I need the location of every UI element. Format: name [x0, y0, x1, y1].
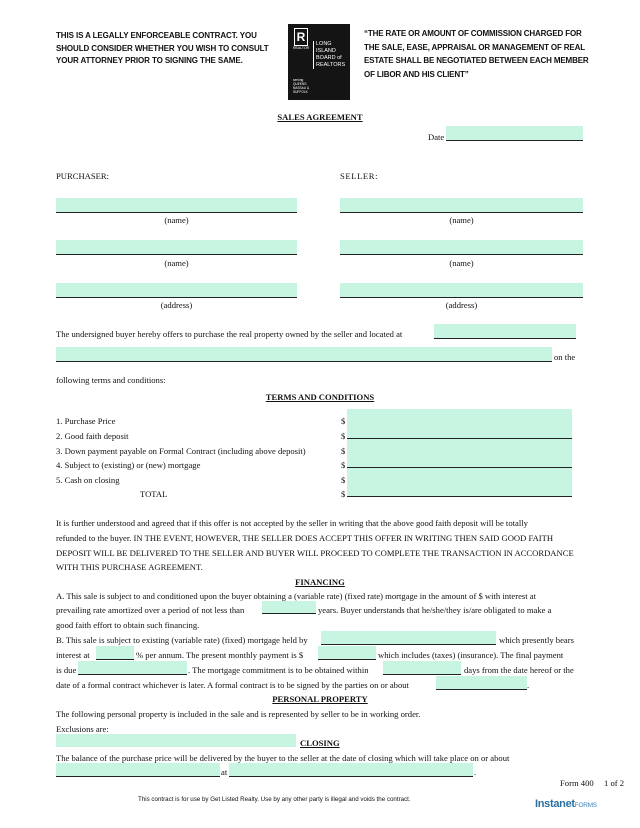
term-mortgage: 4. Subject to (existing) or (new) mortgage: [56, 460, 201, 470]
financing-b-line-1-post: which presently bears: [499, 635, 574, 645]
terms-intro-text: following terms and conditions:: [56, 375, 166, 385]
purchaser-label: PURCHASER:: [56, 171, 110, 181]
currency-sign: $: [341, 431, 346, 441]
financing-b-line-3-pre: is due: [56, 665, 77, 675]
usage-note: This contract is for use by Get Listed Realty. Use by any other party is illegal and voids the contract.: [138, 796, 411, 803]
page-title: SALES AGREEMENT: [277, 112, 363, 122]
exclusions-label: Exclusions are:: [56, 724, 109, 734]
financing-b-line-2-post: which includes (taxes) (insurance). The final payment: [378, 650, 564, 660]
down-payment-field[interactable]: [347, 439, 572, 454]
brand-main: Instanet: [535, 798, 575, 810]
agreement-line-4: WITH THIS PURCHASE AGREEMENT.: [56, 562, 203, 573]
term-total: TOTAL: [140, 489, 168, 499]
legal-notice: THIS IS A LEGALLY ENFORCEABLE CONTRACT. YOU SHOULD CONSIDER WHETHER YOU WISH TO CONSULT YOUR ATTORNEY PRIOR TO SIGNING THE SAME.: [56, 31, 269, 65]
seller-name-caption-2: (name): [449, 258, 474, 268]
agreement-paragraph: [56, 516, 574, 575]
currency-sign: $: [341, 460, 346, 470]
realtor-r-icon: R: [294, 28, 308, 46]
exclusions-field[interactable]: [56, 734, 296, 747]
closing-heading: CLOSING: [300, 738, 340, 748]
term-purchase-price: 1. Purchase Price: [56, 416, 116, 426]
interest-rate-field[interactable]: [96, 646, 134, 660]
good-faith-deposit-field[interactable]: [347, 424, 572, 439]
currency-sign: $: [341, 489, 346, 499]
brand-sub: FORMS: [574, 802, 597, 809]
term-good-faith-deposit: 2. Good faith deposit: [56, 431, 129, 441]
term-cash-on-closing: 5. Cash on closing: [56, 475, 120, 485]
date-field[interactable]: [446, 126, 583, 141]
agreement-line-2: refunded to the buyer. IN THE EVENT, HOWEVER, THE SELLER DOES ACCEPT THIS OFFER IN WRITING THEN SAID GOOD FAITH: [56, 532, 554, 543]
period: .: [527, 680, 530, 690]
at-text: at: [221, 767, 228, 777]
financing-a-line-1: A. This sale is subject to and conditioned upon the buyer obtaining a (variable rate) (fixed rate) mortgage in the amount of $ with interest at: [56, 591, 536, 601]
closing-text: The balance of the purchase price will be delivered by the buyer to the seller at the date of closing which will take place on or about: [56, 753, 510, 763]
offer-text: The undersigned buyer hereby offers to purchase the real property owned by the seller and located at: [56, 329, 403, 339]
seller-label: SELLER:: [340, 171, 379, 181]
seller-address-field[interactable]: [340, 283, 583, 298]
closing-date-field[interactable]: [56, 763, 220, 777]
amortization-years-field[interactable]: [262, 601, 316, 614]
financing-b-line-3-post: days from the date hereof or the: [464, 665, 574, 675]
financing-b-line-2-pre: interest at: [56, 650, 90, 660]
seller-name-field-1[interactable]: [340, 198, 583, 213]
instanet-logo: [535, 798, 597, 810]
serving-area: serving QUEENS NASSAU & SUFFOLK: [293, 78, 310, 94]
personal-property-text: The following personal property is included in the sale and is represented by seller to be in working order.: [56, 709, 421, 719]
commission-notice: “THE RATE OR AMOUNT OF COMMISSION CHARGED FOR THE SALE, EASE, APPRAISAL OR MANAGEMENT OF REAL ESTATE SHALL BE NEGOTIATED BETWEEN EACH MEMBER OF LIBOR AND HIS CLIENT”: [364, 29, 589, 79]
property-location-field[interactable]: [434, 324, 576, 339]
purchaser-name-caption-2: (name): [164, 258, 189, 268]
period: .: [474, 767, 477, 777]
realtor-text: REALTOR: [293, 46, 310, 50]
financing-a-line-2-post: years. Buyer understands that he/she/they is/are obligated to make a: [318, 605, 552, 615]
purchaser-name-field-2[interactable]: [56, 240, 297, 255]
purchaser-name-caption-1: (name): [164, 215, 189, 225]
mortgage-holder-field[interactable]: [321, 631, 496, 645]
currency-sign: $: [341, 475, 346, 485]
contract-signing-date-field[interactable]: [436, 676, 530, 690]
agreement-line-1: It is further understood and agreed that if this offer is not accepted by the seller in writing that the above good faith deposit will be totally: [56, 518, 528, 528]
purchase-price-field[interactable]: [347, 409, 572, 425]
seller-name-field-2[interactable]: [340, 240, 583, 255]
personal-property-heading: PERSONAL PROPERTY: [272, 694, 368, 704]
seller-address-caption: (address): [445, 300, 478, 310]
agreement-line-3: DEPOSIT WILL BE DELIVERED TO THE SELLER AND BUYER WILL PROCEED TO COMPLETE THE TRANSACTION IN ACCORDANCE: [56, 547, 574, 558]
financing-b-line-4: date of a formal contract whichever is later. A formal contract is to be signed by the parties on or about: [56, 680, 409, 690]
cash-on-closing-field[interactable]: [347, 468, 572, 483]
final-payment-due-field[interactable]: [78, 661, 187, 675]
commitment-days-field[interactable]: [383, 661, 461, 675]
monthly-payment-field[interactable]: [318, 646, 376, 660]
on-the-text: on the: [554, 352, 576, 362]
currency-sign: $: [341, 416, 346, 426]
form-number: Form 400: [560, 778, 594, 788]
board-name: LONG ISLAND BOARD of REALTORS: [313, 41, 345, 69]
financing-b-line-1-pre: B. This sale is subject to existing (variable rate) (fixed) mortgage held by: [56, 635, 308, 645]
financing-heading: FINANCING: [295, 577, 345, 587]
page-number: 1 of 2: [604, 778, 625, 788]
currency-sign: $: [341, 446, 346, 456]
libor-logo: [288, 24, 350, 100]
financing-b-line-3-mid: . The mortgage commitment is to be obtained within: [188, 665, 369, 675]
terms-heading: TERMS AND CONDITIONS: [265, 392, 375, 402]
term-down-payment: 3. Down payment payable on Formal Contract (including above deposit): [56, 446, 306, 456]
closing-location-field[interactable]: [229, 763, 473, 777]
purchaser-address-field[interactable]: [56, 283, 297, 298]
financing-a-line-2-pre: prevailing rate amortized over a period of not less than: [56, 605, 245, 615]
property-location-field-2[interactable]: [56, 347, 552, 362]
purchaser-address-caption: (address): [160, 300, 193, 310]
purchaser-name-field-1[interactable]: [56, 198, 297, 213]
financing-b-line-2-mid: % per annum. The present monthly payment is $: [136, 650, 304, 660]
date-label: Date: [428, 132, 445, 142]
mortgage-amount-field[interactable]: [347, 453, 572, 468]
seller-name-caption-1: (name): [449, 215, 474, 225]
total-field[interactable]: [347, 482, 572, 497]
financing-a-line-3: good faith effort to obtain such financing.: [56, 620, 200, 630]
